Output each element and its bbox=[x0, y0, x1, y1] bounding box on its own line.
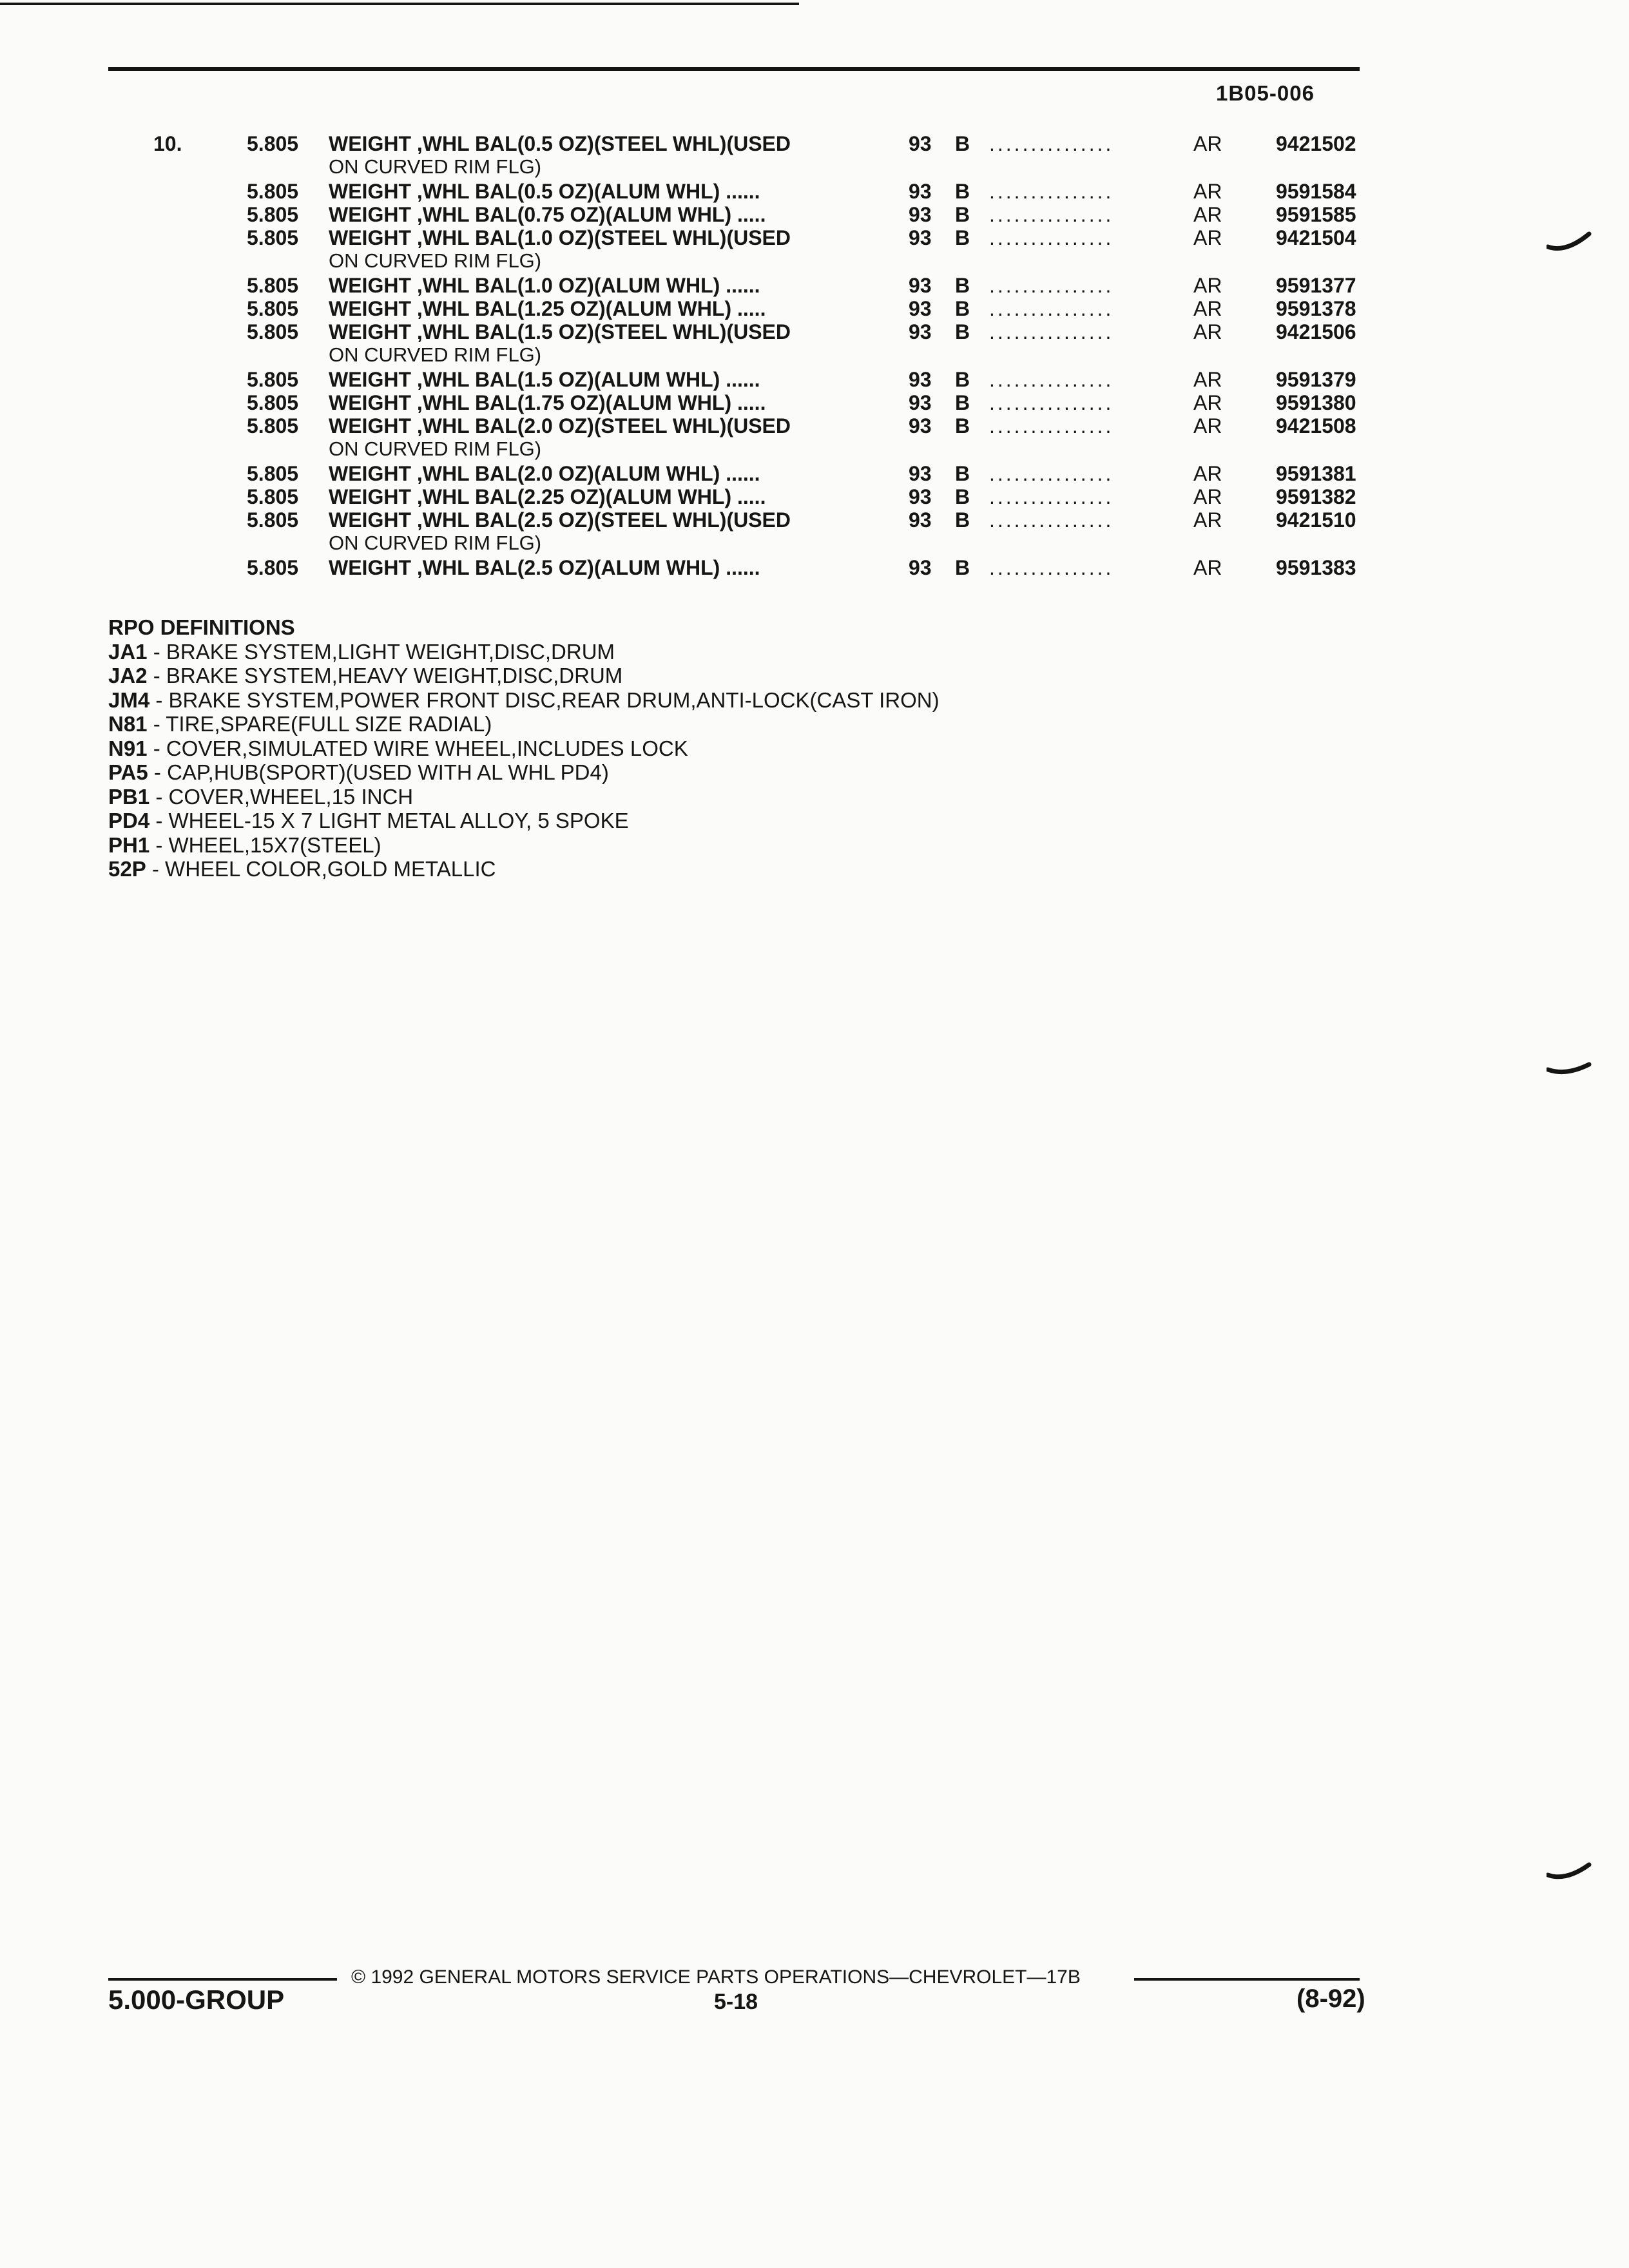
part-row bbox=[0, 462, 1629, 485]
part-number: 9421510 bbox=[1276, 508, 1356, 532]
part-year: 93 bbox=[909, 414, 932, 437]
part-year: 93 bbox=[909, 274, 932, 297]
part-group: 5.805 bbox=[247, 274, 299, 297]
rpo-item bbox=[108, 760, 940, 785]
part-description bbox=[329, 297, 883, 320]
rpo-description: - TIRE,SPARE(FULL SIZE RADIAL) bbox=[147, 712, 492, 736]
part-number: 9591584 bbox=[1276, 180, 1356, 203]
part-description-line2: ON CURVED RIM FLG) bbox=[329, 532, 542, 554]
part-leader-dots: ............... bbox=[989, 297, 1114, 320]
part-description-line2: ON CURVED RIM FLG) bbox=[329, 249, 542, 272]
header-rule bbox=[108, 67, 1360, 71]
part-leader-dots: ............... bbox=[989, 556, 1114, 579]
part-group: 5.805 bbox=[247, 556, 299, 579]
rpo-item bbox=[108, 664, 940, 688]
part-code: B bbox=[955, 320, 970, 343]
rpo-code: JA2 bbox=[108, 664, 148, 687]
part-number: 9421506 bbox=[1276, 320, 1356, 343]
part-year: 93 bbox=[909, 320, 932, 343]
part-description-line1: WEIGHT ,WHL BAL(1.75 OZ)(ALUM WHL) ..... bbox=[329, 391, 766, 414]
rpo-definitions bbox=[108, 615, 940, 881]
part-leader-dots: ............... bbox=[989, 485, 1114, 508]
part-group: 5.805 bbox=[247, 297, 299, 320]
part-description-line1: WEIGHT ,WHL BAL(1.0 OZ)(ALUM WHL) ...... bbox=[329, 274, 760, 297]
part-description bbox=[329, 508, 883, 555]
part-row bbox=[0, 391, 1629, 414]
part-description-line1: WEIGHT ,WHL BAL(1.5 OZ)(STEEL WHL)(USED bbox=[329, 320, 791, 343]
part-number: 9591378 bbox=[1276, 297, 1356, 320]
part-leader-dots: ............... bbox=[989, 368, 1114, 391]
part-row bbox=[0, 320, 1629, 368]
part-description-line1: WEIGHT ,WHL BAL(2.0 OZ)(STEEL WHL)(USED bbox=[329, 414, 791, 437]
part-description bbox=[329, 226, 883, 273]
rpo-item bbox=[108, 688, 940, 713]
part-code: B bbox=[955, 180, 970, 203]
binder-mark-icon bbox=[1547, 1057, 1592, 1082]
part-row bbox=[0, 203, 1629, 226]
rpo-item bbox=[108, 736, 940, 761]
rpo-item bbox=[108, 712, 940, 736]
part-row bbox=[0, 414, 1629, 462]
part-description-line1: WEIGHT ,WHL BAL(0.5 OZ)(ALUM WHL) ...... bbox=[329, 180, 760, 203]
part-group: 5.805 bbox=[247, 414, 299, 437]
rpo-item bbox=[108, 833, 940, 858]
part-number: 9591585 bbox=[1276, 203, 1356, 226]
rpo-description: - COVER,SIMULATED WIRE WHEEL,INCLUDES LOCK bbox=[147, 736, 688, 760]
footer-rule-left bbox=[108, 1978, 337, 1981]
footer-page-number: 5-18 bbox=[714, 1990, 758, 2014]
part-number: 9591380 bbox=[1276, 391, 1356, 414]
part-quantity: AR bbox=[1193, 226, 1222, 249]
part-row bbox=[0, 180, 1629, 203]
rpo-code: PH1 bbox=[108, 832, 150, 857]
rpo-description: - WHEEL,15X7(STEEL) bbox=[149, 832, 381, 857]
part-code: B bbox=[955, 297, 970, 320]
part-year: 93 bbox=[909, 297, 932, 320]
part-description bbox=[329, 274, 883, 297]
part-leader-dots: ............... bbox=[989, 203, 1114, 226]
top-edge-rule bbox=[0, 3, 799, 5]
part-row bbox=[0, 274, 1629, 297]
footer-date: (8-92) bbox=[1296, 1984, 1365, 2013]
rpo-code: N81 bbox=[108, 712, 148, 736]
rpo-list bbox=[108, 640, 940, 881]
rpo-description: - BRAKE SYSTEM,HEAVY WEIGHT,DISC,DRUM bbox=[147, 664, 623, 687]
part-description-line1: WEIGHT ,WHL BAL(0.5 OZ)(STEEL WHL)(USED bbox=[329, 132, 791, 155]
part-leader-dots: ............... bbox=[989, 391, 1114, 414]
part-group: 5.805 bbox=[247, 180, 299, 203]
rpo-description: - WHEEL-15 X 7 LIGHT METAL ALLOY, 5 SPOKE bbox=[149, 809, 629, 832]
part-description bbox=[329, 368, 883, 391]
rpo-item bbox=[108, 785, 940, 809]
part-row bbox=[0, 556, 1629, 579]
part-description-line1: WEIGHT ,WHL BAL(1.5 OZ)(ALUM WHL) ...... bbox=[329, 368, 760, 391]
part-year: 93 bbox=[909, 391, 932, 414]
part-description-line1: WEIGHT ,WHL BAL(1.0 OZ)(STEEL WHL)(USED bbox=[329, 226, 791, 249]
part-description-line2: ON CURVED RIM FLG) bbox=[329, 437, 542, 460]
part-description-line1: WEIGHT ,WHL BAL(2.0 OZ)(ALUM WHL) ...... bbox=[329, 462, 760, 485]
part-leader-dots: ............... bbox=[989, 226, 1114, 249]
part-year: 93 bbox=[909, 556, 932, 579]
part-number: 9591381 bbox=[1276, 462, 1356, 485]
part-year: 93 bbox=[909, 226, 932, 249]
part-quantity: AR bbox=[1193, 556, 1222, 579]
part-leader-dots: ............... bbox=[989, 414, 1114, 437]
part-year: 93 bbox=[909, 132, 932, 155]
part-row bbox=[0, 297, 1629, 320]
part-leader-dots: ............... bbox=[989, 508, 1114, 532]
part-row bbox=[0, 226, 1629, 274]
rpo-code: JA1 bbox=[108, 639, 148, 664]
rpo-description: - BRAKE SYSTEM,POWER FRONT DISC,REAR DRUM,ANTI-LOCK(CAST IRON) bbox=[149, 687, 940, 712]
rpo-code: N91 bbox=[108, 736, 148, 760]
binder-mark-icon bbox=[1547, 229, 1592, 255]
part-quantity: AR bbox=[1193, 508, 1222, 532]
part-number: 9591377 bbox=[1276, 274, 1356, 297]
part-quantity: AR bbox=[1193, 414, 1222, 437]
part-description bbox=[329, 556, 883, 579]
rpo-item bbox=[108, 857, 940, 881]
part-code: B bbox=[955, 462, 970, 485]
part-description-line1: WEIGHT ,WHL BAL(2.5 OZ)(ALUM WHL) ...... bbox=[329, 556, 760, 579]
part-group: 5.805 bbox=[247, 485, 299, 508]
part-quantity: AR bbox=[1193, 320, 1222, 343]
part-quantity: AR bbox=[1193, 368, 1222, 391]
part-code: B bbox=[955, 508, 970, 532]
part-group: 5.805 bbox=[247, 391, 299, 414]
part-year: 93 bbox=[909, 203, 932, 226]
part-number: 9591383 bbox=[1276, 556, 1356, 579]
part-description bbox=[329, 203, 883, 226]
part-number: 9591382 bbox=[1276, 485, 1356, 508]
part-description bbox=[329, 320, 883, 367]
rpo-code: PB1 bbox=[108, 784, 150, 809]
rpo-code: JM4 bbox=[108, 687, 150, 712]
part-quantity: AR bbox=[1193, 462, 1222, 485]
part-group: 5.805 bbox=[247, 226, 299, 249]
part-description-line2: ON CURVED RIM FLG) bbox=[329, 343, 542, 366]
part-quantity: AR bbox=[1193, 203, 1222, 226]
part-row bbox=[0, 132, 1629, 180]
part-year: 93 bbox=[909, 508, 932, 532]
part-quantity: AR bbox=[1193, 180, 1222, 203]
part-quantity: AR bbox=[1193, 274, 1222, 297]
part-group: 5.805 bbox=[247, 508, 299, 532]
footer-rule-right bbox=[1134, 1978, 1360, 1981]
part-code: B bbox=[955, 132, 970, 155]
part-number: 9591379 bbox=[1276, 368, 1356, 391]
rpo-item bbox=[108, 809, 940, 833]
part-leader-dots: ............... bbox=[989, 320, 1114, 343]
part-number: 9421504 bbox=[1276, 226, 1356, 249]
part-quantity: AR bbox=[1193, 132, 1222, 155]
part-description-line1: WEIGHT ,WHL BAL(0.75 OZ)(ALUM WHL) ..... bbox=[329, 203, 766, 226]
rpo-description: - WHEEL COLOR,GOLD METALLIC bbox=[146, 857, 496, 881]
part-group: 5.805 bbox=[247, 320, 299, 343]
part-row bbox=[0, 508, 1629, 556]
part-description bbox=[329, 132, 883, 178]
rpo-code: PA5 bbox=[108, 760, 148, 784]
part-number: 9421502 bbox=[1276, 132, 1356, 155]
footer-group-label: 5.000-GROUP bbox=[108, 1984, 285, 2015]
part-code: B bbox=[955, 274, 970, 297]
part-group: 5.805 bbox=[247, 132, 299, 155]
part-leader-dots: ............... bbox=[989, 132, 1114, 155]
rpo-title: RPO DEFINITIONS bbox=[108, 615, 295, 639]
rpo-description: - BRAKE SYSTEM,LIGHT WEIGHT,DISC,DRUM bbox=[147, 639, 615, 664]
part-year: 93 bbox=[909, 485, 932, 508]
part-row bbox=[0, 485, 1629, 508]
part-description-line2: ON CURVED RIM FLG) bbox=[329, 155, 542, 178]
part-code: B bbox=[955, 556, 970, 579]
part-description bbox=[329, 462, 883, 485]
part-description-line1: WEIGHT ,WHL BAL(2.25 OZ)(ALUM WHL) ..... bbox=[329, 485, 766, 508]
part-description-line1: WEIGHT ,WHL BAL(1.25 OZ)(ALUM WHL) ..... bbox=[329, 297, 766, 320]
rpo-description: - CAP,HUB(SPORT)(USED WITH AL WHL PD4) bbox=[148, 760, 609, 784]
part-group: 5.805 bbox=[247, 368, 299, 391]
part-quantity: AR bbox=[1193, 391, 1222, 414]
part-leader-dots: ............... bbox=[989, 180, 1114, 203]
rpo-code: PD4 bbox=[108, 809, 150, 832]
part-number: 9421508 bbox=[1276, 414, 1356, 437]
part-code: B bbox=[955, 391, 970, 414]
part-description bbox=[329, 485, 883, 508]
part-description bbox=[329, 180, 883, 203]
part-year: 93 bbox=[909, 462, 932, 485]
rpo-code: 52P bbox=[108, 857, 146, 881]
part-row bbox=[0, 368, 1629, 391]
part-leader-dots: ............... bbox=[989, 462, 1114, 485]
part-code: B bbox=[955, 226, 970, 249]
part-group: 5.805 bbox=[247, 203, 299, 226]
part-code: B bbox=[955, 414, 970, 437]
part-group: 5.805 bbox=[247, 462, 299, 485]
footer-copyright: © 1992 GENERAL MOTORS SERVICE PARTS OPERATIONS—CHEVROLET—17B bbox=[351, 1966, 1081, 1988]
part-year: 93 bbox=[909, 368, 932, 391]
document-id: 1B05-006 bbox=[1216, 81, 1315, 105]
part-quantity: AR bbox=[1193, 485, 1222, 508]
part-item-number: 10. bbox=[153, 132, 182, 155]
part-code: B bbox=[955, 203, 970, 226]
part-code: B bbox=[955, 368, 970, 391]
part-description bbox=[329, 391, 883, 414]
rpo-description: - COVER,WHEEL,15 INCH bbox=[149, 784, 414, 809]
parts-list bbox=[0, 132, 1629, 579]
part-leader-dots: ............... bbox=[989, 274, 1114, 297]
binder-mark-icon bbox=[1547, 1861, 1592, 1887]
part-year: 93 bbox=[909, 180, 932, 203]
part-quantity: AR bbox=[1193, 297, 1222, 320]
part-description bbox=[329, 414, 883, 461]
part-code: B bbox=[955, 485, 970, 508]
rpo-item bbox=[108, 640, 940, 664]
part-description-line1: WEIGHT ,WHL BAL(2.5 OZ)(STEEL WHL)(USED bbox=[329, 508, 791, 532]
